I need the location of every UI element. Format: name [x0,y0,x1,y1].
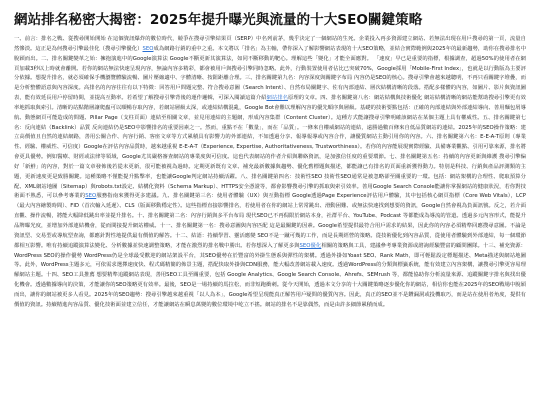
body-text: 一、前言：排名之戰、從搜尋開始開始 在這個資訊爆炸的數位時代，競爭在搜尋引擎結果頁（SERP）中名列前茅，幾乎決定了一個網站的生死。企業投入再多資源建立網站、若無法出現在用戶搜尋的第一頁，流量自然慘淡。這正是為何搜尋引擎最佳化（搜尋引擎優化） [14,35,526,52]
article-title: 網站排名秘密大揭密：2025年提升曝光與流量的十大SEO關鍵策略 [14,12,423,28]
article-body [14,35,526,311]
inline-link-seo-service[interactable]: SEO [85,193,97,200]
inline-link-seo[interactable]: SEO [142,45,154,52]
inline-link-seo-optimization[interactable]: SEO優化 [299,242,322,249]
body-text: 服務指南來獲得更多建議。九、排名關鍵第三名：使用者體驗（UX）與互動指標 Google透過Page Experience評估用戶體驗，其中包括核心網頁指標（Core Web Vitals），LCP（最大內容繪製時間）、FID（首次輸入延遲）、CLS（版面移動穩定性）。這些指標直接影響排名，若使用者在你的網站上常常跳出、滑動困難、或無法快速找到想要的資訊，Google自然會視為負面訊號。反之，若介面直觀、操作流暢，將能大幅降低跳出率並提升排名。十、排名關鍵第二名：內容行銷與多平台布局 現代SEO已不再侷限於網站本身，社群平台、YouTube、Podcast 等都能成為導流的管道。透過多元內容形式，能提升品牌曝光度，並增加外部連結機會，從而間接提升網站權威。十一、排名關鍵第一名：搜尋意圖與內容匹配 這是最關鍵的因素。Google希望提供最符合用戶需求的結果，因此你的內容必須精準回應搜尋意圖。不論是資訊型、交易型或導航型查詢，都應針對性地提供最有價值的解答。十二、結語：持續學習、靈活應變 SEO不是一蹴可幾的工作，而是長期經營的策略。從技術優化到內容品質，從使用者體驗到外部連結，每一個環節都相互影響。唯有持續追蹤演算法變化、分析數據並快速調整策略，才能在激烈的排名戰中勝出。若你想深入了解更多與 [14,193,526,249]
body-text: 原理的文章。四、排名關鍵第八名：網站結構與技術優化 網站結構清晰的網站能幫助搜尋引擎更有效率地抓取與索引。清晰的站點階層讓爬蟲可以順暢存取內容，若網站層級太深，或連結結構混亂，Google Bot會難以理解內容的優先順序與層級。基礎的技術要點包括：正確的內部連結與外部連結導向、善用麵包屑導航、動態網頁可能造成的問題、Pillar Page（支柱頁面）連結至相關文章，並見用連結的主題網，形成內容集群（Content Cluster）。這種方式能讓搜尋引擎明確該網站在某個主題上具有權威性。五、排名關鍵第七名：反向連結（Backlink）品質 反向連結仍是SEO中影響排名的重要因素之一。然而，重點不在「數量」，而在「品質」。一條來自權威網站的連結，遠勝過數百條來自低品質網站的連結。2025年的SEO操作策略：建立高價值且自然的連結網路，善用公關合作、內容行銷、客座文章等方式累積具有影響力的外部連結，不如透過分享、報導報導或內容合作，讓優質網站主動引用你的內容。六、排名關鍵第六名：E-E-A-T原則（專業性、經驗、權威性、可信度）Google在評估內容品質時，越來越重視 E-E-A-T（Experience, Expertise, Authoritativeness, Trustworthiness）。若你的內容能展現實際經驗、具備專業觀點、引用可靠來源，排名將會更具優勢。例如醫療、財經或法律等領域，Google尤其嚴格審查網站的專業度與可信度。這也代表網站的作者介紹與聯絡資訊，是加強信任度的重要環節。七、排名關鍵第五名：持續的內容更新與維護 搜尋引擎偏好「新鮮」的內容，對於一篇文章發佈後若從未更新，很可能被視為過時。定期更新既有文章、補充最新數據與趨勢、優化舊標題與描述，都能讓已有排名的頁面重新獲得動力。特別是科技、行銷與產品評測類的主題，更新速度更是致勝關鍵。這種策略不僅能提升點擊率，也能讓Google判定網站持續活躍。八、排名關鍵第四名：技術性SEO 技術性SEO通常是被忽略卻至關重要的一環。包括：網站架構的合理性、爬取預算分配、XML網站地圖（Sitemap）與robots.txt設定、結構化資料（Schema Markup）、HTTPS安全憑證等，都會影響搜尋引擎的抓取與索引效率。善用Google Search Console能讓你掌握網站的健康狀況，若你對技術面不熟悉，可以參考專業的 [14,95,527,200]
inline-link-website-ranking[interactable]: 網站排名 [266,95,288,102]
body-text: 成為網路行銷的重中之重。本文將以「排名」為主軸，帶你深入了解影響網站表現的十大SEO策略，並結合實際範例與2025年的最新趨勢，助你在搜尋排名中脫穎而出。二、排名關鍵變革之始：擁抱演進中的Google演算法 Google不斷更新其演算法，如同不斷移動的靶心。理解這些「變化」才能全面應對。 「速度」早已是重要的指標，根據調查，超過50%的使用者在網頁加載3秒以上時就會離開。若你的網站無法快速呈現內容，無論內容多精彩，都會被用戶與搜尋引擎同時忽略。此外，行動裝置使用者佔比已突破70%，Google採用「Mobile-First Index」，也就是以行動版為主要評分依據。想提升排名，就必須確保手機瀏覽體驗流暢、圖片壓縮適中、字體清晰、按鈕距離合理。三、排名關鍵第九名：內容深度與關鍵字布局 內容仍是SEO的核心。搜尋引擎會越來越聰明，不再只看關鍵字堆疊，而是分析整體語意與內容深度。高排名的內容往往有以下特徵：回答用戶問題完整、符合搜尋意圖（Search Intent）、自然布局關鍵字、佐有內部連結、層次結構清晰的段落。搭配多樣體的內容，如圖片、影片與資訊圖表，能有效延長用戶停留時間，並提高互動率。若希望了解搜尋引擎背後的運作邏輯，可深入閱讀這篇介紹 [14,45,527,102]
body-text: 相關的策略與工具，建議參考專業資源或諮詢經驗豐富的顧問團隊。十三、補充資源：WordPress SEO的操作優勢 WordPress仍是全球最受歡迎的網站架設平台，其SEO優勢在於豐富的外掛生態系與彈性的架構。透過外掛如Yoast SEO、Rank Math，即可輕鬆設定標題描述、Meta描述與網站地圖等。此外，WordPress主題多元，可依需求選擇速度快、程式碼精簡的佈景主題，搭配快取外掛與CDN服務，能大幅改善網站載入速度。透過WordPress的分類與標籤系統，能有效建立內容架構，讓搜尋引擎更容易理解網站主題。十四、SEO工具推薦 想要精準追蹤網站表現，善用SEO工具至關重要，包括 Google Analytics、Google Search Console、Ahrefs、SEMrush 等，都能協助你分析流量來源、追蹤關鍵字排名與找出優化機會。透過數據導向的決策，才能讓你的SEO策略更有效率。最後，SEO是一場持續的馬拉松，而非短跑衝刺。從今天開始，透過本文分享的十大關鍵策略逐步優化你的網站，相信你也能在2025年的SEO戰場中脫穎而出，讓你的網站被更多人看見。2025年的SEO趨勢：搜尋引擎越來越重視「以人為本」，Google希望呈現能真正解答用戶疑問的優質內容。因此，真正的SEO並不是鑽漏洞或投機取巧，而是站在使用者角度，提供有價值的資訊。持續精進內容品質、優化技術面並建立信任，才能讓網站在瞬息萬變的數位環境中屹立不搖。網站的排名不是靠偶然，而是由許多細節累積而成。 [14,242,526,308]
